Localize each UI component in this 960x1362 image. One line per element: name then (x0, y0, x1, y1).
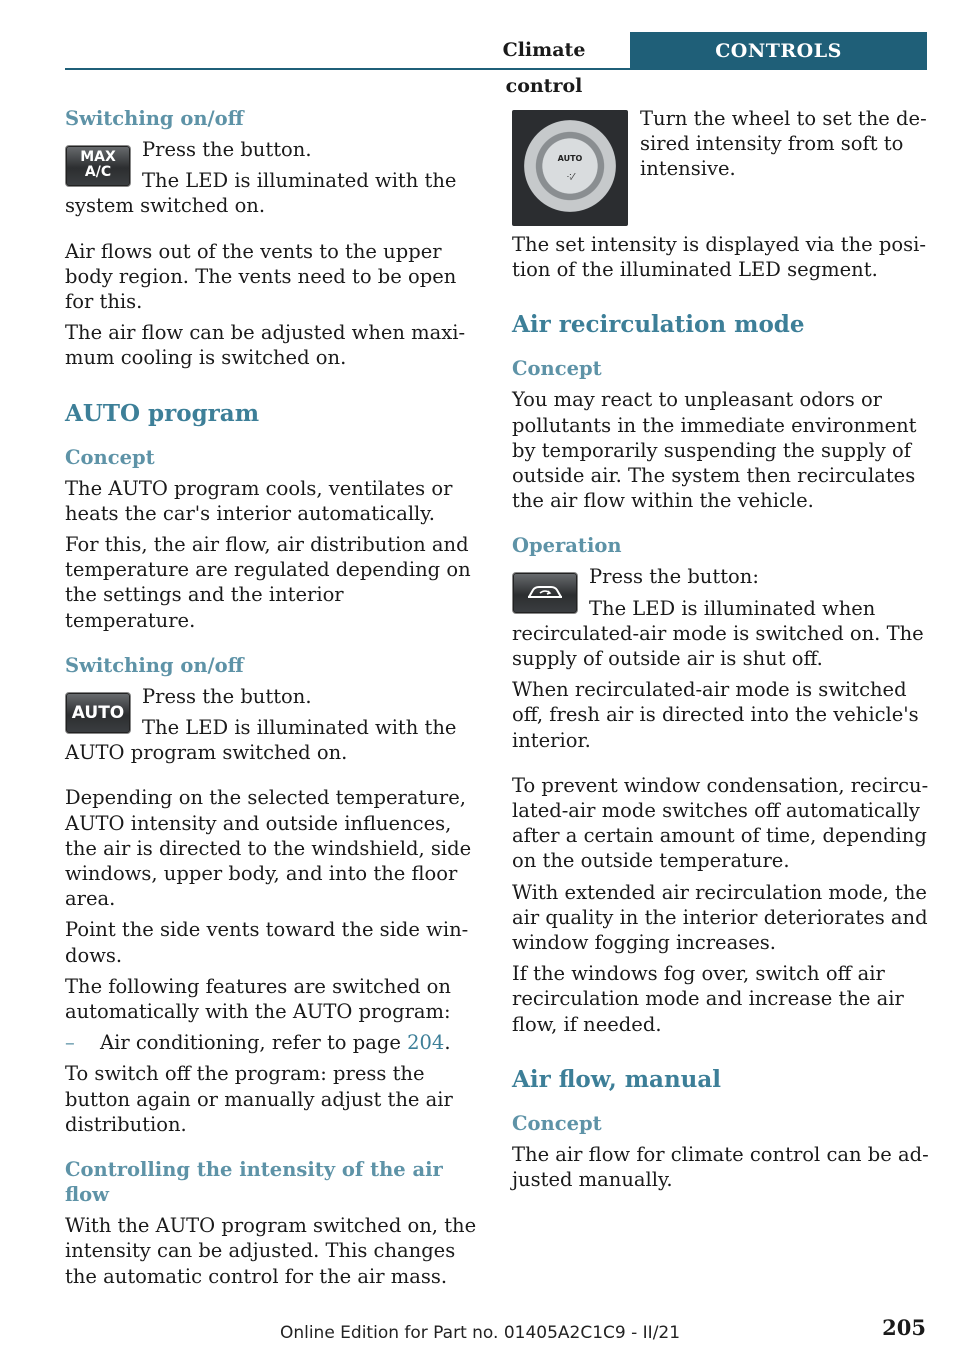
s3-p1: With the AUTO program switched on, the intensity can be adjusted. This changes the automatic control for the air mass. (65, 1214, 477, 1288)
maxac-block (65, 137, 480, 219)
op-p6: If the windows fog over, switch off air recirculation mode and increase the air flow, if needed. (512, 962, 904, 1036)
page-header (65, 32, 927, 97)
operation-heading: Operation (512, 534, 622, 558)
airflow-p1: The air flow for climate control can be adjusted manually. (512, 1142, 929, 1192)
car-recirculation-icon (526, 582, 564, 604)
wheel-block (512, 106, 930, 232)
intensity-wheel-image (512, 110, 628, 226)
list-item (65, 1030, 480, 1055)
airflow-heading: Air flow, manual (512, 1065, 722, 1093)
page-number: 205 (882, 1315, 926, 1340)
s2-p6: To switch off the program: press the button again or manually adjust the air distribution. (65, 1062, 453, 1136)
wheel-p2: The set intensity is displayed via the position of the illuminated LED segment. (512, 233, 926, 282)
recirculation-button-icon (512, 572, 578, 614)
right-column (512, 106, 930, 1198)
s1-p4: The air flow can be adjusted when maximum cooling is switched on. (65, 321, 466, 370)
chapter-title: Climate control (502, 39, 586, 97)
recirc-heading: Air recirculation mode (512, 311, 805, 339)
op-p1: Press the button: (589, 565, 759, 589)
s2-p4: Point the side vents toward the side windows. (65, 918, 469, 967)
concept-heading: Concept (65, 445, 155, 469)
page-link[interactable]: 204 (407, 1031, 445, 1055)
ac-label: A/C (84, 164, 112, 180)
fan-icon: ⁖⁄ (566, 172, 574, 183)
recirc-p1: You may react to unpleasant odors or pollutants in the immediate environment by temporarily suspending the supply of outside air. The system then recirculates the air flow within the vehicle. (512, 388, 917, 513)
op-p5: With extended air recirculation mode, the air quality in the interior deteriorates and window fogging increases. (512, 880, 928, 955)
op-p4: To prevent window condensation, recirculated-air mode switches off automatically after a certain amount of time, depending on the outside temperature. (512, 773, 929, 873)
switching-heading-2: Switching on/off (65, 653, 244, 677)
s2-p3: Depending on the selected temperature, AUTO intensity and outside influences, the air is directed to the windshield, side windows, upper body, and into the floor area. (65, 786, 472, 911)
feature-list (65, 1030, 480, 1055)
section-tab: CONTROLS (630, 32, 927, 70)
concept-p2: For this, the air flow, air distribution and temperature are regulated depending on the settings and the interior temperature. (65, 533, 471, 632)
page-footer (0, 1315, 960, 1355)
intensity-heading: Controlling the intensity of the air flow (65, 1158, 443, 1207)
auto-button-icon (65, 692, 131, 734)
auto-block (65, 684, 480, 766)
s1-p1: Press the button. (142, 138, 312, 161)
s1-p3: Air flows out of the vents to the upper body region. The vents need to be open for this. (65, 239, 457, 314)
left-column (65, 106, 480, 1295)
concept-p1: The AUTO program cools, ventilates or heats the car's interior automatically. (65, 476, 453, 525)
auto-label: AUTO (71, 702, 125, 723)
wheel-auto-label: AUTO (557, 154, 583, 163)
list-item-text: Air conditioning, refer to page (100, 1031, 408, 1055)
max-label: MAX (80, 149, 116, 165)
s2-p1: Press the button. (142, 684, 312, 708)
max-ac-button-icon (65, 145, 131, 187)
wheel-p1: Turn the wheel to set the desired intensity from soft to intensive. (640, 107, 927, 181)
op-p3: When recirculated-air mode is switched off, fresh air is directed into the vehicle's interior. (512, 678, 919, 752)
s1-p2: The LED is illuminated with the system switched on. (65, 169, 457, 218)
switching-heading-1: Switching on/off (65, 107, 244, 130)
recirc-concept-heading: Concept (512, 357, 602, 381)
recirc-block (512, 564, 930, 671)
wheel-ring (524, 120, 616, 212)
list-item-end: . (444, 1031, 451, 1055)
op-p2: The LED is illuminated when recirculated-air mode is switched on. The supply of outside air is shut off. (512, 596, 924, 671)
edition-note: Online Edition for Part no. 01405A2C1C9 - II/21 (279, 1323, 681, 1343)
airflow-concept-heading: Concept (512, 1111, 602, 1135)
s2-p5: The following features are switched on automatically with the AUTO program: (65, 974, 451, 1024)
s2-p2: The LED is illuminated with the AUTO program switched on. (65, 716, 457, 765)
header-rule (65, 68, 927, 70)
auto-program-heading: AUTO program (65, 399, 260, 427)
